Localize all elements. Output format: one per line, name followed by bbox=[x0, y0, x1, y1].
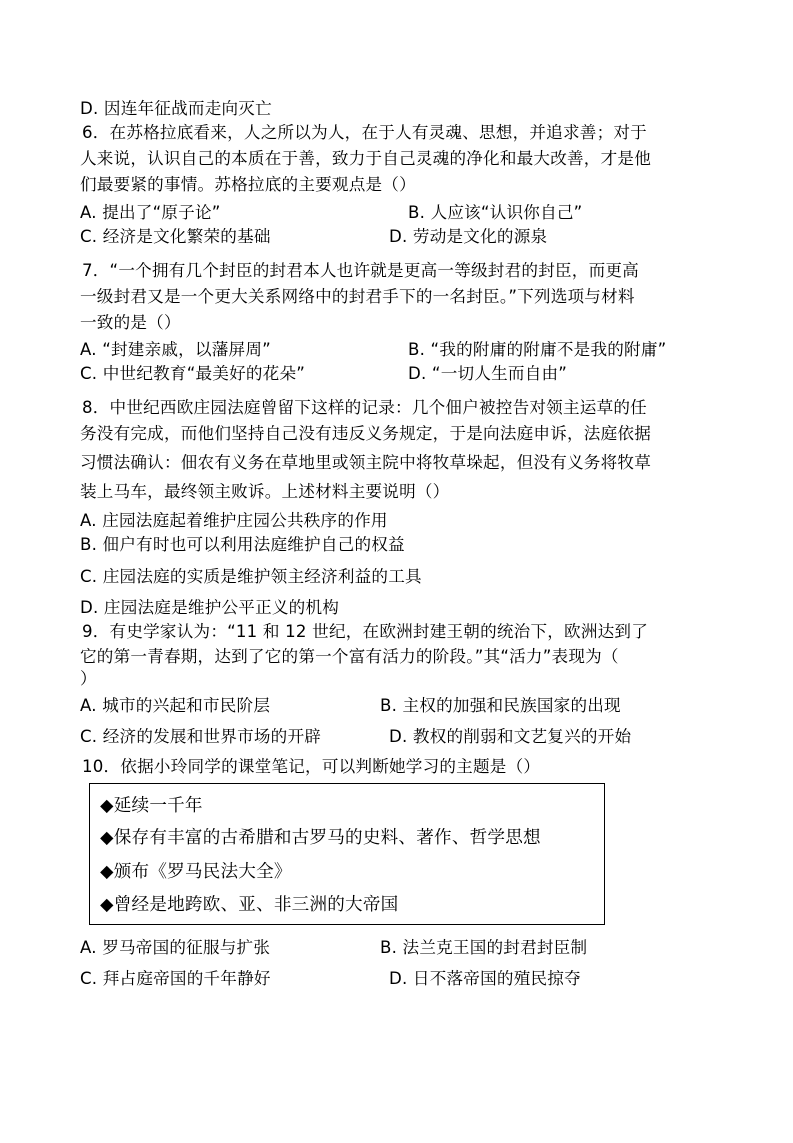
note-item: ◆延续一千年 bbox=[100, 796, 203, 816]
q8-stem-line-4: 装上马车，最终领主败诉。上述材料主要说明（） bbox=[80, 482, 450, 501]
q7-option-c: C. 中世纪教育“最美好的花朵” bbox=[80, 364, 306, 383]
q8-option-d: D. 庄园法庭是维护公平正义的机构 bbox=[80, 598, 340, 617]
q6-option-a: A. 提出了“原子论” bbox=[80, 203, 221, 222]
q6-option-d: D. 劳动是文化的源泉 bbox=[389, 227, 548, 246]
note-item: ◆颁布《罗马民法大全》 bbox=[100, 862, 292, 882]
q7-stem-line-1: 7．“一个拥有几个封臣的封君本人也许就是更高一等级封君的封臣，而更高 bbox=[82, 261, 639, 280]
q10-option-b: B. 法兰克王国的封君封臣制 bbox=[380, 938, 588, 957]
q8-stem-line-1: 8．中世纪西欧庄园法庭曾留下这样的记录：几个佃户被控告对领主运草的任 bbox=[82, 398, 647, 417]
q7-stem-line-2: 一级封君又是一个更大关系网络中的封君手下的一名封臣。”下列选项与材料 bbox=[80, 287, 635, 306]
q10-option-c: C. 拜占庭帝国的千年静好 bbox=[80, 969, 271, 988]
q9-option-a: A. 城市的兴起和市民阶层 bbox=[80, 696, 271, 715]
q9-stem-line-1: 9．有史学家认为：“11 和 12 世纪，在欧洲封建王朝的统治下，欧洲达到了 bbox=[82, 622, 649, 641]
class-notes-box bbox=[89, 783, 605, 925]
q8-option-c: C. 庄园法庭的实质是维护领主经济利益的工具 bbox=[80, 567, 422, 586]
q8-stem-line-3: 习惯法确认：佃农有义务在草地里或领主院中将牧草垛起，但没有义务将牧草 bbox=[80, 453, 651, 472]
q9-option-c: C. 经济的发展和世界市场的开辟 bbox=[80, 727, 322, 746]
note-item: ◆保存有丰富的古希腊和古罗马的史料、著作、哲学思想 bbox=[100, 828, 541, 848]
q9-stem-line-2: 它的第一青春期，达到了它的第一个富有活力的阶段。”其“活力”表现为（ bbox=[80, 647, 619, 666]
q8-option-a: A. 庄园法庭起着维护庄园公共秩序的作用 bbox=[80, 511, 388, 530]
q6-stem-line-3: 们最要紧的事情。苏格拉底的主要观点是（） bbox=[80, 175, 416, 194]
q8-option-b: B. 佃户有时也可以利用法庭维护自己的权益 bbox=[80, 535, 405, 554]
q10-stem: 10．依据小玲同学的课堂笔记，可以判断她学习的主题是（） bbox=[82, 757, 541, 776]
q10-option-a: A. 罗马帝国的征服与扩张 bbox=[80, 938, 271, 957]
q6-option-b: B. 人应该“认识你自己” bbox=[408, 203, 583, 222]
q5-option-d: D. 因连年征战而走向灭亡 bbox=[80, 99, 272, 118]
q7-option-b: B. “我的附庸的附庸不是我的附庸” bbox=[408, 340, 667, 359]
q7-option-a: A. “封建亲戚，以藩屏周” bbox=[80, 340, 271, 359]
q6-stem-line-1: 6．在苏格拉底看来，人之所以为人，在于人有灵魂、思想，并追求善；对于 bbox=[82, 123, 647, 142]
q6-option-c: C. 经济是文化繁荣的基础 bbox=[80, 227, 271, 246]
q9-option-d: D. 教权的削弱和文艺复兴的开始 bbox=[389, 727, 632, 746]
q9-stem-line-3: ） bbox=[80, 669, 97, 688]
q9-option-b: B. 主权的加强和民族国家的出现 bbox=[380, 696, 621, 715]
q7-stem-line-3: 一致的是（） bbox=[80, 313, 181, 332]
q10-option-d: D. 日不落帝国的殖民掠夺 bbox=[389, 969, 581, 988]
q8-stem-line-2: 务没有完成，而他们坚持自己没有违反义务规定，于是向法庭申诉，法庭依据 bbox=[80, 424, 651, 443]
q6-stem-line-2: 人来说，认识自己的本质在于善，致力于自己灵魂的净化和最大改善，才是他 bbox=[80, 149, 651, 168]
q7-option-d: D. “一切人生而自由” bbox=[408, 364, 568, 383]
note-item: ◆曾经是地跨欧、亚、非三洲的大帝国 bbox=[100, 895, 399, 915]
